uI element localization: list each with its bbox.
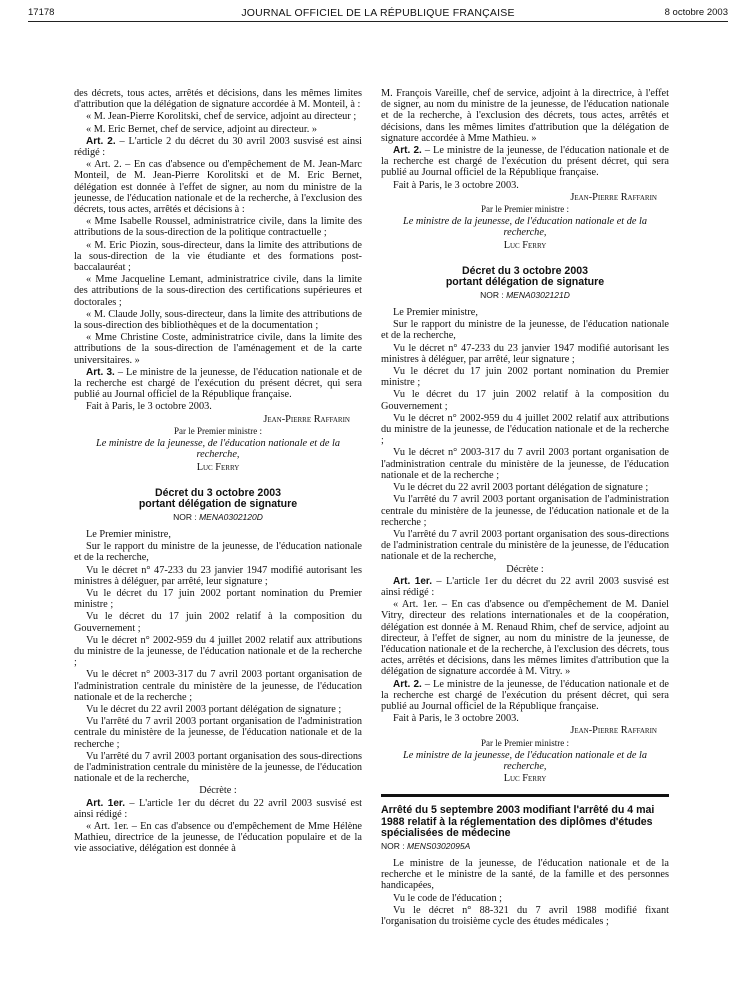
paragraph: Sur le rapport du ministre de la jeunesse, de l'éducation nationale et de la recherche,: [74, 541, 362, 564]
nor-reference: [381, 841, 669, 852]
article-2: [381, 679, 669, 713]
article-3: [74, 367, 362, 401]
continuation-intro: des décrets, tous actes, arrêtés et décisions, dans les mêmes limites d'attribution que la délégation de signature accordée à M. Monteil, à :: [74, 88, 362, 111]
paragraph: Vu le décret n° 2003-317 du 7 avril 2003 portant organisation de l'administration centrale du ministère de la jeunesse, de l'éducation nationale et de la recherche ;: [381, 447, 669, 481]
article-label: Art. 2.: [393, 678, 422, 690]
quote-intro: « Art. 2. – En cas d'absence ou d'empêchement de M. Jean-Marc Monteil, de M. Jean-Pierre Korolitski et de M. Eric Bernet, délégation est donnée à l'effet de signer, au nom du ministre de la jeunesse, de l'éducation nationale et de la recherche, à l'exclusion des décrets, tous actes, arrêtés et décisions à :: [74, 159, 362, 216]
paragraph: Vu l'arrêté du 7 avril 2003 portant organisation des sous-directions de l'administration centrale du ministère de la jeunesse, de l'éducation nationale et de la recherche,: [74, 750, 362, 785]
list-item: « Mme Christine Coste, administratrice civile, dans la limite des attributions de la sous-direction de l'aménagement et de la carte universitaires. »: [74, 332, 362, 366]
nor-label: NOR :: [173, 511, 200, 522]
list-item: « Mme Jacqueline Lemant, administratrice civile, dans la limite des attributions de la sous-direction des certifications supérieures et doctorales ;: [74, 274, 362, 308]
list-item: « M. Claude Jolly, sous-directeur, dans la limite des attributions de la sous-direction des bibliothèques et de la documentation ;: [74, 308, 362, 332]
article-label: Art. 3.: [86, 366, 115, 378]
decree-title-line: portant délégation de signature: [445, 276, 605, 289]
article-text: – Le ministre de la jeunesse, de l'éducation nationale et de la recherche est chargé de l'exécution du présent décret, qui sera publié au Journal officiel de la République française.: [74, 366, 362, 401]
list-item: « M. Jean-Pierre Korolitski, chef de service, adjoint au directeur ;: [86, 111, 357, 123]
paragraph: Vu le décret du 17 juin 2002 relatif à la composition du Gouvernement ;: [74, 611, 362, 634]
paragraph: Vu le décret du 17 juin 2002 relatif à la composition du Gouvernement ;: [381, 389, 669, 412]
article-label: Art. 1er.: [86, 797, 126, 809]
paragraph: Vu le décret n° 2003-317 du 7 avril 2003 portant organisation de l'administration centrale du ministère de la jeunesse, de l'éducation nationale et de la recherche ;: [74, 669, 362, 703]
done-at: Fait à Paris, le 3 octobre 2003.: [86, 401, 212, 413]
minister-title: Le ministre de la jeunesse, de l'éducation nationale et de la recherche,: [402, 216, 648, 239]
minister-name: Luc Ferry: [196, 461, 240, 473]
left-column: [74, 88, 362, 856]
paragraph: Le Premier ministre,: [86, 528, 171, 540]
nor-reference: [381, 290, 669, 301]
paragraph: Vu le décret du 22 avril 2003 portant délégation de signature ;: [86, 703, 342, 715]
article-text: – Le ministre de la jeunesse, de l'éducation nationale et de la recherche est chargé de l'exécution du présent décret, qui sera publié au Journal officiel de la République française.: [381, 678, 669, 712]
decrete: Décrète :: [199, 785, 237, 797]
paragraph: Le ministre de la jeunesse, de l'éducation nationale et de la recherche et le ministre de la santé, de la famille et des personnes handicapées,: [381, 858, 669, 892]
paragraph: Vu le décret n° 47-233 du 23 janvier 1947 modifié autorisant les ministres à déléguer, par arrêté, leur signature ;: [381, 342, 669, 365]
by-prime-minister: Par le Premier ministre :: [481, 204, 569, 215]
paragraph: Vu le décret n° 88-321 du 7 avril 1988 modifié fixant l'organisation du troisième cycle des études médicales ;: [381, 904, 669, 928]
paragraph: Vu le décret n° 47-233 du 23 janvier 1947 modifié autorisant les ministres à déléguer, par arrêté, leur signature ;: [74, 564, 362, 587]
minister-title: Le ministre de la jeunesse, de l'éducation nationale et de la recherche,: [402, 749, 648, 772]
article-1-quote: « Art. 1er. – En cas d'absence ou d'empêchement de M. Daniel Vitry, directeur des relations internationales et de la coopération, délégation est donnée à M. Renaud Rhim, chef de service, adjoint au directeur, à l'effet de signer, au nom du ministre de la jeunesse, de l'éducation nationale et de la recherche, à l'exclusion des décrets, tous actes, arrêtés et décisions, dans les mêmes limites d'attribution que la délégation de signature accordée à M. Vitry. »: [381, 599, 669, 678]
article-label: Art. 2.: [393, 145, 422, 157]
paragraph: Vu le décret du 17 juin 2002 portant nomination du Premier ministre ;: [74, 587, 362, 611]
article-1: [381, 576, 669, 598]
article-text: – L'article 2 du décret du 30 avril 2003 susvisé est ainsi rédigé :: [74, 135, 362, 159]
article-text: – Le ministre de la jeunesse, de l'éducation nationale et de la recherche est chargé de l'exécution du présent décret, qui sera publié au Journal officiel de la République française.: [381, 145, 669, 179]
minister-name: Luc Ferry: [503, 773, 547, 785]
article-label: Art. 2.: [86, 135, 116, 147]
nor-label: NOR :: [480, 289, 507, 300]
paragraph: Vu l'arrêté du 7 avril 2003 portant organisation de l'administration centrale du ministère de la jeunesse, de l'éducation nationale et de la recherche ;: [381, 494, 669, 528]
nor-label: NOR :: [381, 840, 407, 851]
nor-code: MENS0302095A: [406, 840, 471, 851]
decree-title-line: portant délégation de signature: [138, 498, 298, 511]
list-item: « M. Eric Bernet, chef de service, adjoint au directeur. »: [86, 123, 318, 135]
decree-title: [381, 266, 669, 289]
minister-name: Luc Ferry: [503, 239, 547, 251]
paragraph: Le Premier ministre,: [393, 307, 478, 319]
article-2: [74, 136, 362, 158]
nor-reference: [74, 512, 362, 523]
list-item: « M. Eric Piozin, sous-directeur, dans la limite des attributions de la sous-direction de la vie étudiante et des formations post-baccalauréat ;: [74, 239, 362, 274]
article-1: [74, 798, 362, 820]
article-text: – L'article 1er du décret du 22 avril 2003 susvisé est ainsi rédigé :: [74, 797, 362, 820]
arrete-title: Arrêté du 5 septembre 2003 modifiant l'arrêté du 4 mai 1988 relatif à la réglementation des diplômes d'études spécialisées de médecine: [381, 804, 655, 840]
continuation-text: M. François Vareille, chef de service, adjoint à la directrice, à l'effet de signer, au nom du ministre de la jeunesse, de l'éducation nationale et de la recherche, à l'exclusion des décrets, tous actes, arrêtés et décisions, dans les mêmes limites d'attribution que la délégation de signature accordée à Mme Mathieu. »: [381, 88, 669, 144]
signatory: Jean-Pierre Raffarin: [263, 413, 350, 425]
nor-code: MENA0302121D: [506, 289, 570, 300]
nor-code: MENA0302120D: [199, 511, 263, 522]
paragraph: Vu le code de l'éducation ;: [393, 892, 503, 904]
page-number: 17178: [28, 7, 55, 18]
signatory: Jean-Pierre Raffarin: [570, 725, 657, 737]
paragraph: Vu l'arrêté du 7 avril 2003 portant organisation de l'administration centrale du ministère de la jeunesse, de l'éducation nationale et de la recherche ;: [74, 716, 362, 750]
list-item: « Mme Isabelle Roussel, administratrice civile, dans la limite des attributions de la sous-direction de la politique contractuelle ;: [74, 216, 362, 239]
by-prime-minister: Par le Premier ministre :: [481, 737, 569, 748]
article-2: [381, 145, 669, 179]
paragraph: Vu le décret du 17 juin 2002 portant nomination du Premier ministre ;: [381, 366, 669, 389]
paragraph: Vu l'arrêté du 7 avril 2003 portant organisation des sous-directions de l'administration centrale du ministère de la jeunesse, de l'éducation nationale et de la recherche,: [381, 528, 669, 563]
journal-title: JOURNAL OFFICIEL DE LA RÉPUBLIQUE FRANÇAISE: [241, 7, 515, 19]
paragraph: Vu le décret du 22 avril 2003 portant délégation de signature ;: [393, 482, 649, 494]
paragraph: Vu le décret n° 2002-959 du 4 juillet 2002 relatif aux attributions du ministre de la jeunesse, de l'éducation nationale et de la recherche ;: [381, 412, 669, 447]
page-header: [28, 4, 728, 20]
done-at: Fait à Paris, le 3 octobre 2003.: [393, 713, 519, 725]
article-text: – L'article 1er du décret du 22 avril 2003 susvisé est ainsi rédigé :: [381, 575, 669, 598]
header-rule: [28, 21, 728, 22]
section-separator: [381, 794, 669, 797]
issue-date: 8 octobre 2003: [664, 7, 728, 18]
decree-title-line: Décret du 3 octobre 2003: [462, 264, 588, 277]
right-column: [381, 88, 669, 928]
paragraph: Sur le rapport du ministre de la jeunesse, de l'éducation nationale et de la recherche,: [381, 319, 669, 342]
by-prime-minister: Par le Premier ministre :: [174, 425, 262, 436]
done-at: Fait à Paris, le 3 octobre 2003.: [393, 179, 519, 191]
minister-title: Le ministre de la jeunesse, de l'éducation nationale et de la recherche,: [95, 438, 341, 461]
paragraph: Vu le décret n° 2002-959 du 4 juillet 2002 relatif aux attributions du ministre de la jeunesse, de l'éducation nationale et de la recherche ;: [74, 634, 362, 669]
signatory: Jean-Pierre Raffarin: [570, 191, 657, 203]
decree-title: [74, 488, 362, 511]
decrete: Décrète :: [506, 563, 544, 575]
article-1-quote: « Art. 1er. – En cas d'absence ou d'empêchement de Mme Hélène Mathieu, directrice de la jeunesse, de l'éducation populaire et de la vie associative, délégation est donnée à: [74, 820, 362, 855]
decree-title-line: Décret du 3 octobre 2003: [155, 486, 281, 499]
article-label: Art. 1er.: [393, 575, 433, 587]
